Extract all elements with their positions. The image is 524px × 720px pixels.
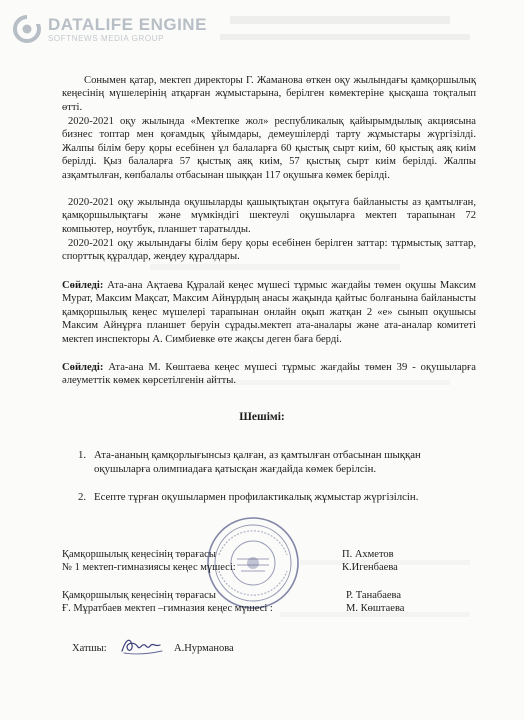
paragraph-speaker-koshtaeva [62, 361, 476, 388]
signatory-name: Р. Танабаева [346, 590, 402, 601]
paragraph-director [62, 74, 476, 114]
signatory-title: Қамқоршылық кеңесінің төрағасы [62, 549, 216, 560]
secretary-label: Хатшы: [72, 643, 107, 654]
decision-heading: Шешімі: [239, 411, 285, 423]
decision-item-1 [78, 448, 468, 476]
paragraph-text: Ата-ана Ақтаева Құралай кеңес мүшесі тұрмыс жағдайы төмен оқушы Максим Мурат, Максим Мақсат, Максим Айнұрдың анасы жақында қайтыс болғанына байланысты қамқоршылық кеңес мүшелері тарапынан онлайн оқып жатқан 2 «е» сынып оқушысы Максим Айнұрға планшет беруін сұрады.мектеп ата-аналары және ата-аналар комитеті мектеп инспекторы А. Симбиевке өте жақсы деген баға берді. [62, 280, 477, 345]
paragraph-remote-learning [62, 196, 476, 236]
speaker-label: Сөйледі: [62, 362, 104, 373]
item-number: 2. [78, 491, 87, 503]
paragraph-text: 2020-2021 оқу жылында «Мектепке жол» республикалық қайырымдылық акциясына бизнес топтар мен қоғамдық ұйымдары, демеушілерді тарту жұмыстары жүргізілді. Жалпы білім беру қоры есебінен ұл балаларға 60 қыстық сырт киім, 60 қыстық аяқ киім берілді. Қыз балаларға 57 қыстық аяқ киім, 57 қыстық сырт киім берілді. Жалпы азқамтылған, көпбалалы отбасынан шыққан 117 оқушыға көмек берілді. [62, 116, 476, 181]
signatory-name: К.Игенбаева [342, 562, 398, 574]
paragraph-text: 2020-2021 оқу жылындағы білім беру қоры есебінен берілген заттар: тұрмыстық заттар, спорттық құралдар, жеңдеу құралдары. [62, 238, 476, 263]
paragraph-speaker-aktaeva [62, 279, 476, 346]
datalife-logo-icon [12, 14, 42, 44]
secretary-name: А.Нурманова [174, 643, 234, 654]
item-number: 1. [78, 449, 87, 461]
signatory-title: Ғ. Мұратбаев мектеп –гимназия кеңес мүшесі : [62, 603, 273, 615]
item-text: Есепте тұрған оқушылармен профилактикалық жұмыстар жүргізілсін. [94, 491, 419, 503]
paragraph-text: Сонымен қатар, мектеп директоры Г. Жаманова өткен оқу жылындағы қамқоршылық кеңесінің мүшелерінің атқарған жұмыстарына, берілген көмектеріне қысқаша тоқталып өтті. [62, 75, 476, 113]
watermark-subtitle: SOFTNEWS MEDIA GROUP [48, 33, 165, 43]
signature-block-2 [62, 589, 273, 616]
watermark-title: DATALIFE ENGINE [48, 14, 207, 34]
paragraph-campaign [62, 115, 476, 182]
speaker-label: Сөйледі: [62, 280, 104, 291]
signatory-name: П. Ахметов [342, 549, 394, 560]
signature-names-2 [346, 589, 404, 616]
signatory-title: Қамқоршылық кеңесінің төрағасы [62, 590, 216, 601]
decision-item-2 [78, 490, 468, 504]
signatory-name: М. Көштаева [346, 603, 405, 615]
paragraph-fund-items [62, 237, 476, 264]
paragraph-text: 2020-2021 оқу жылында оқушыларды қашықтықтан оқытуға байланысты аз қамтылған, қамқоршылықтағы және мүмкіндігі шектеулі оқушыларға мектеп тарапынан 72 компьютер, ноутбук, планшет таратылды. [62, 197, 476, 235]
watermark-logo [12, 14, 207, 44]
signatory-title: № 1 мектеп-гимназиясы кеңес мүшесі: [62, 562, 236, 574]
handwritten-signature-icon [118, 633, 164, 659]
paragraph-text: Ата-ана М. Көштаева кеңес мүшесі тұрмыс жағдайы төмен 39 - оқушыларға әлеуметтік көмек көрсетілгенін айтты. [62, 362, 476, 387]
item-text: Ата-ананың қамқорлығынсыз қалған, аз қамтылған отбасынан шыққан оқушыларға олимпиадаға қатысқан жағдайда көмек берілсін. [94, 449, 421, 475]
signature-names-1 [342, 548, 398, 575]
signature-block-1 [62, 548, 236, 575]
